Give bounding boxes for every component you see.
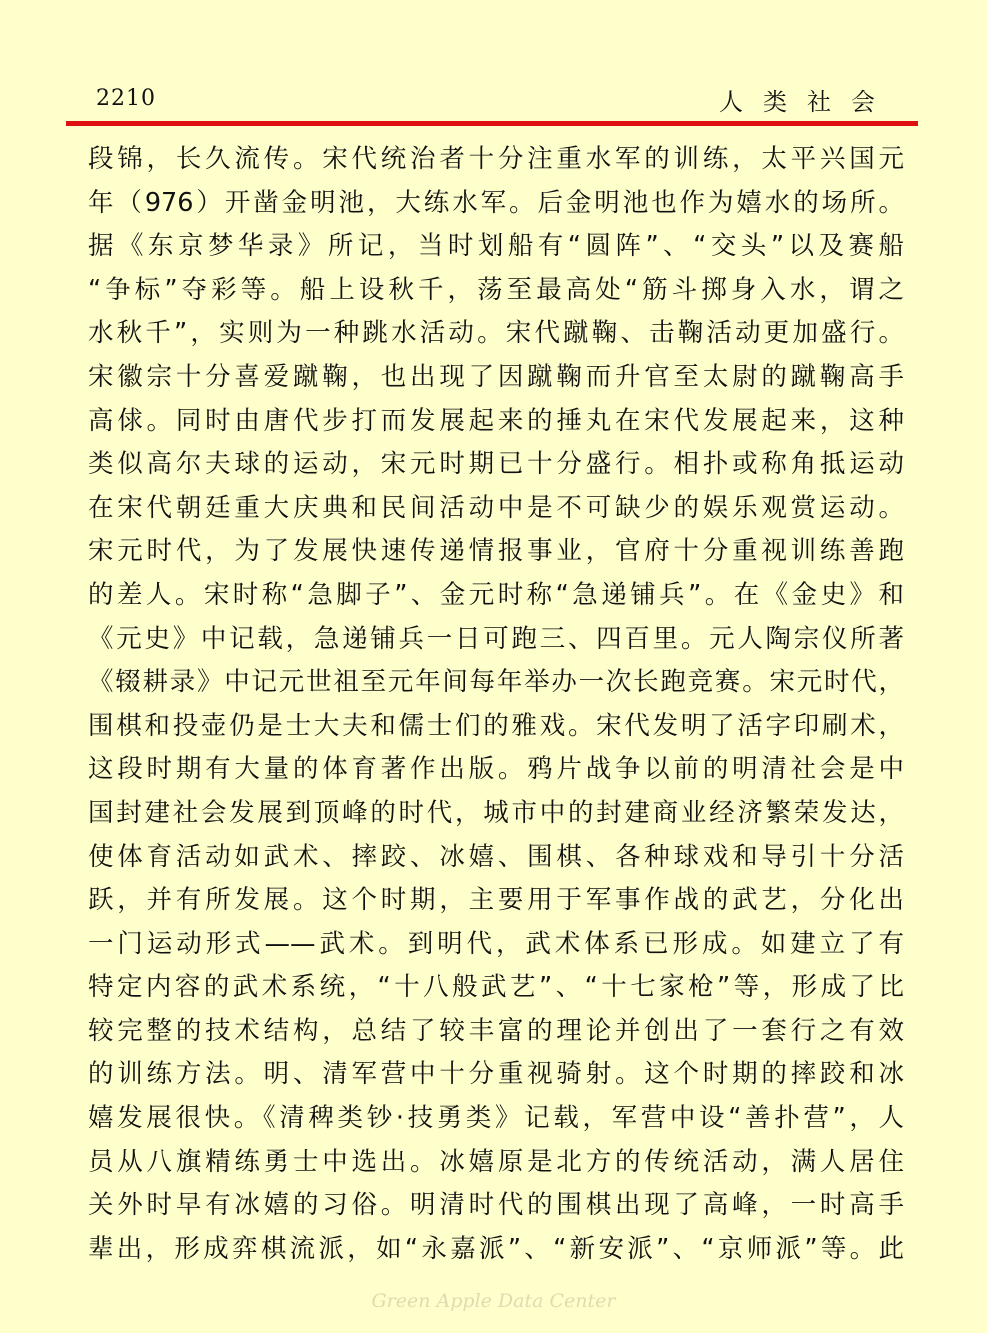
text-line: 辈出，形成弈棋流派，如“永嘉派”、“新安派”、“京师派”等。此 [88, 1233, 904, 1264]
text-line: 的差人。宋时称“急脚子”、金元时称“急递铺兵”。在《金史》和 [88, 579, 904, 610]
text-line: 使体育活动如武术、摔跤、冰嬉、围棋、各种球戏和导引十分活 [88, 841, 904, 872]
text-line: “争标”夺彩等。船上设秋千，荡至最高处“筋斗掷身入水，谓之 [88, 274, 904, 305]
text-line: 围棋和投壶仍是士大夫和儒士们的雅戏。宋代发明了活字印刷术， [88, 710, 904, 741]
text-line: 跃，并有所发展。这个时期，主要用于军事作战的武艺，分化出 [88, 885, 904, 916]
running-title: 人类社会 [719, 88, 895, 116]
watermark: Green Apple Data Center [371, 1290, 616, 1312]
text-line: 员从八旗精练勇士中选出。冰嬉原是北方的传统活动，满人居住 [88, 1146, 904, 1177]
text-line: 高俅。同时由唐代步打而发展起来的捶丸在宋代发展起来，这种 [88, 405, 904, 436]
text-line: 据《东京梦华录》所记，当时划船有“圆阵”、“交头”以及赛船 [88, 231, 904, 262]
page-number: 2210 [96, 86, 156, 111]
text-line: 水秋千”，实则为一种跳水活动。宋代蹴鞠、击鞠活动更加盛行。 [88, 318, 904, 349]
body-text [88, 138, 904, 1271]
text-line: 年（976）开凿金明池，大练水军。后金明池也作为嬉水的场所。 [88, 187, 904, 218]
text-line: 《辍耕录》中记元世祖至元年间每年举办一次长跑竞赛。宋元时代， [88, 667, 904, 698]
text-line: 段锦，长久流传。宋代统治者十分注重水军的训练，太平兴国元 [88, 144, 904, 174]
text-line: 在宋代朝廷重大庆典和民间活动中是不可缺少的娱乐观赏运动。 [88, 492, 904, 523]
text-line: 较完整的技术结构，总结了较丰富的理论并创出了一套行之有效 [88, 1015, 904, 1046]
text-line: 关外时早有冰嬉的习俗。明清时代的围棋出现了高峰，一时高手 [88, 1190, 904, 1221]
text-line: 的训练方法。明、清军营中十分重视骑射。这个时期的摔跤和冰 [88, 1059, 904, 1090]
text-line: 国封建社会发展到顶峰的时代，城市中的封建商业经济繁荣发达， [88, 797, 904, 828]
text-line: 嬉发展很快。《清稗类钞·技勇类》记载，军营中设“善扑营”，人 [88, 1103, 904, 1134]
header-rule [66, 121, 918, 126]
text-line: 宋徽宗十分喜爱蹴鞠，也出现了因蹴鞠而升官至太尉的蹴鞠高手 [88, 361, 904, 392]
text-line: 特定内容的武术系统，“十八般武艺”、“十七家枪”等，形成了比 [88, 972, 904, 1003]
text-line: 类似高尔夫球的运动，宋元时期已十分盛行。相扑或称角抵运动 [88, 449, 904, 480]
text-line: 这段时期有大量的体育著作出版。鸦片战争以前的明清社会是中 [88, 754, 904, 785]
text-line: 《元史》中记载，急递铺兵一日可跑三、四百里。元人陶宗仪所著 [88, 623, 904, 654]
text-line: 一门运动形式——武术。到明代，武术体系已形成。如建立了有 [88, 928, 904, 959]
text-line: 宋元时代，为了发展快速传递情报事业，官府十分重视训练善跑 [88, 536, 904, 567]
